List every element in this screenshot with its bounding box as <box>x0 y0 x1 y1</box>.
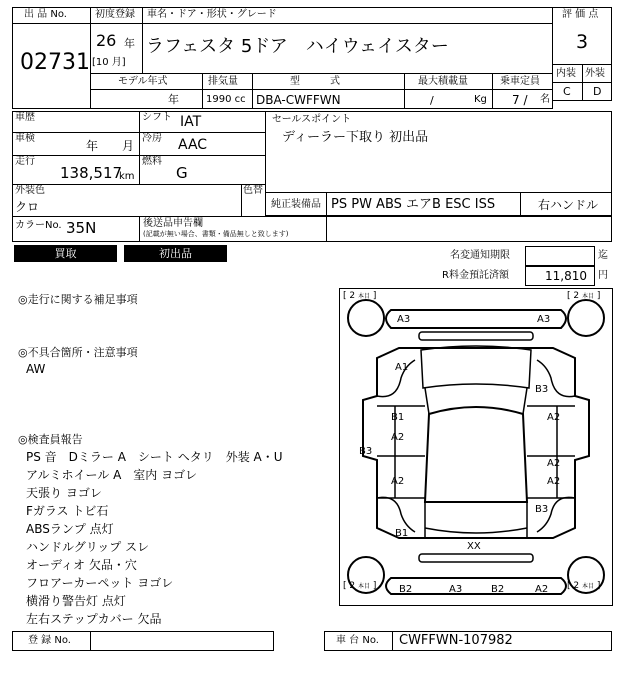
damage-mark: A2 <box>547 476 561 487</box>
svg-text:[ 2 本目 ]: [ 2 本目 ] <box>567 291 601 301</box>
shift-label: シフト <box>142 112 172 123</box>
inspector-report-line: オーディオ 欠品・穴 <box>26 558 137 572</box>
interior-grade: C <box>563 85 571 98</box>
damage-mark: B3 <box>535 384 549 395</box>
mileage-label: 走行 <box>15 156 35 167</box>
damage-mark: A2 <box>535 584 549 595</box>
displacement-label: 排気量 <box>208 76 238 87</box>
exterior-grade: D <box>593 85 602 98</box>
chassis-no: CWFFWN-107982 <box>399 633 513 648</box>
svg-text:[ 2 本目 ]: [ 2 本目 ] <box>343 581 377 591</box>
defects-value: AW <box>26 362 46 376</box>
inspection-year: 年 <box>86 139 99 153</box>
damage-mark: B2 <box>491 584 505 595</box>
max-load-label: 最大積載量 <box>418 76 468 87</box>
damage-mark: A3 <box>537 314 551 325</box>
mileage-value: 138,517 <box>60 164 123 182</box>
wheel-label-fl: [ <box>343 291 350 301</box>
damage-mark: B1 <box>395 528 409 539</box>
buy-tag: 買取 <box>14 245 117 262</box>
recycle-unit: 円 <box>598 270 608 281</box>
damage-mark: A2 <box>391 476 405 487</box>
history-label: 車歴 <box>15 112 35 123</box>
chassis-label: 車 台 No. <box>336 635 379 646</box>
grade-value: 3 <box>576 31 589 53</box>
fuel-label: 燃料 <box>142 156 162 167</box>
damage-mark: B1 <box>391 412 405 423</box>
name-change-field <box>525 246 595 266</box>
ac-value: AAC <box>178 137 208 153</box>
inspector-label: ◎検査員報告 <box>18 433 83 446</box>
wheel-front-right <box>568 300 604 336</box>
damage-mark: A2 <box>547 412 561 423</box>
capacity-label: 乗車定員 <box>500 76 540 87</box>
inspection-label: 車検 <box>15 133 35 144</box>
ac-label: 冷房 <box>142 133 162 144</box>
capacity: 7 / <box>512 93 528 107</box>
interior-label: 内装 <box>556 68 576 79</box>
model-year-unit: 年 <box>168 93 179 106</box>
svg-text:[ 2 本目 ]: [ 2 本目 ] <box>567 581 601 591</box>
inspection-month: 月 <box>122 139 135 153</box>
defects-label: ◎不具合箇所・注意事項 <box>18 346 138 359</box>
inspector-report-line: Fガラス トビ石 <box>26 504 109 518</box>
post-send-cell <box>139 216 612 242</box>
max-load-sep: / <box>430 94 434 107</box>
recycle-value: 11,810 <box>545 269 587 283</box>
damage-mark: A1 <box>395 362 409 373</box>
body-top <box>363 348 589 538</box>
equipment-value: PS PW ABS エアB ESC ISS <box>331 197 496 212</box>
grade-label: 評 価 点 <box>562 9 599 20</box>
inspector-report-line: 左右ステップカバー 欠品 <box>26 612 162 626</box>
damage-mark: A2 <box>547 458 561 469</box>
damage-mark: A2 <box>391 432 405 443</box>
lot-no-label: 出 品 No. <box>24 9 67 20</box>
inspector-report-line: PS 音 Dミラー A シート ヘタリ 外装 A・U <box>26 450 283 464</box>
svg-text:[ 2 本目 ]: [ 2 本目 ] <box>343 291 377 301</box>
car-name-label: 車名・ドア・形状・グレード <box>147 9 277 20</box>
damage-mark: B3 <box>535 504 549 515</box>
car-damage-diagram <box>339 288 613 606</box>
first-reg-label: 初度登録 <box>95 9 135 20</box>
sales-point-value: ディーラー下取り 初出品 <box>282 130 429 145</box>
max-load-unit: Kg <box>474 94 487 105</box>
displacement: 1990 cc <box>206 94 246 105</box>
car-name: ラフェスタ 5ドア ハイウェイスター <box>146 36 449 57</box>
inspector-report-line: アルミホイール A 室内 ヨゴレ <box>26 468 198 482</box>
color-no-label: カラーNo. <box>15 220 62 231</box>
damage-mark: A3 <box>449 584 463 595</box>
model-year-label: モデル年式 <box>118 76 168 87</box>
post-send-label: 後送品申告欄 <box>143 218 203 229</box>
color-no-value: 35N <box>66 219 97 237</box>
damage-mark: A3 <box>397 314 411 325</box>
name-change-label: 名変通知期限 <box>450 250 510 261</box>
reg-no-label: 登 録 No. <box>28 635 71 646</box>
inspector-report-line: 横滑り警告灯 点灯 <box>26 594 126 608</box>
shift-value: IAT <box>180 114 202 130</box>
ext-color-value: クロ <box>15 200 40 214</box>
first-listing-tag: 初出品 <box>124 245 227 262</box>
post-send-note: (記載が無い場合、書類・備品無しと致します) <box>143 230 289 238</box>
lot-no: 02731 <box>20 50 90 75</box>
inspector-report-line: ハンドルグリップ スレ <box>26 540 150 554</box>
inspector-report-line: ABSランプ 点灯 <box>26 522 114 536</box>
exterior-label: 外装 <box>585 68 605 79</box>
recycle-label: R料金預託済額 <box>442 270 509 281</box>
capacity-unit: 名 <box>540 94 550 105</box>
damage-mark: XX <box>467 541 481 552</box>
roof <box>425 407 527 502</box>
fuel-value: G <box>176 164 188 182</box>
ext-color-label: 外装色 <box>15 185 45 196</box>
color-change-label: 色替 <box>243 185 263 196</box>
inspector-report-line: フロアーカーペット ヨゴレ <box>26 576 174 590</box>
sales-point-label: セールスポイント <box>272 114 352 125</box>
first-reg-month: [10 月] <box>92 57 126 68</box>
steering-value: 右ハンドル <box>538 198 599 212</box>
damage-mark: B2 <box>399 584 413 595</box>
driving-notes-label: ◎走行に関する補足事項 <box>18 293 138 306</box>
first-reg-year-unit: 年 <box>124 37 135 50</box>
inspector-report-line: 天張り ヨゴレ <box>26 486 102 500</box>
wheel-front-left <box>348 300 384 336</box>
damage-mark: B3 <box>359 446 373 457</box>
model-label: 型 式 <box>290 76 340 87</box>
model-code: DBA-CWFFWN <box>256 93 341 107</box>
name-change-unit: 迄 <box>598 250 608 261</box>
ext-color-cell <box>12 184 242 217</box>
mileage-unit: km <box>119 171 135 182</box>
first-reg-year: 26 <box>96 31 117 50</box>
equipment-label: 純正装備品 <box>271 199 321 210</box>
